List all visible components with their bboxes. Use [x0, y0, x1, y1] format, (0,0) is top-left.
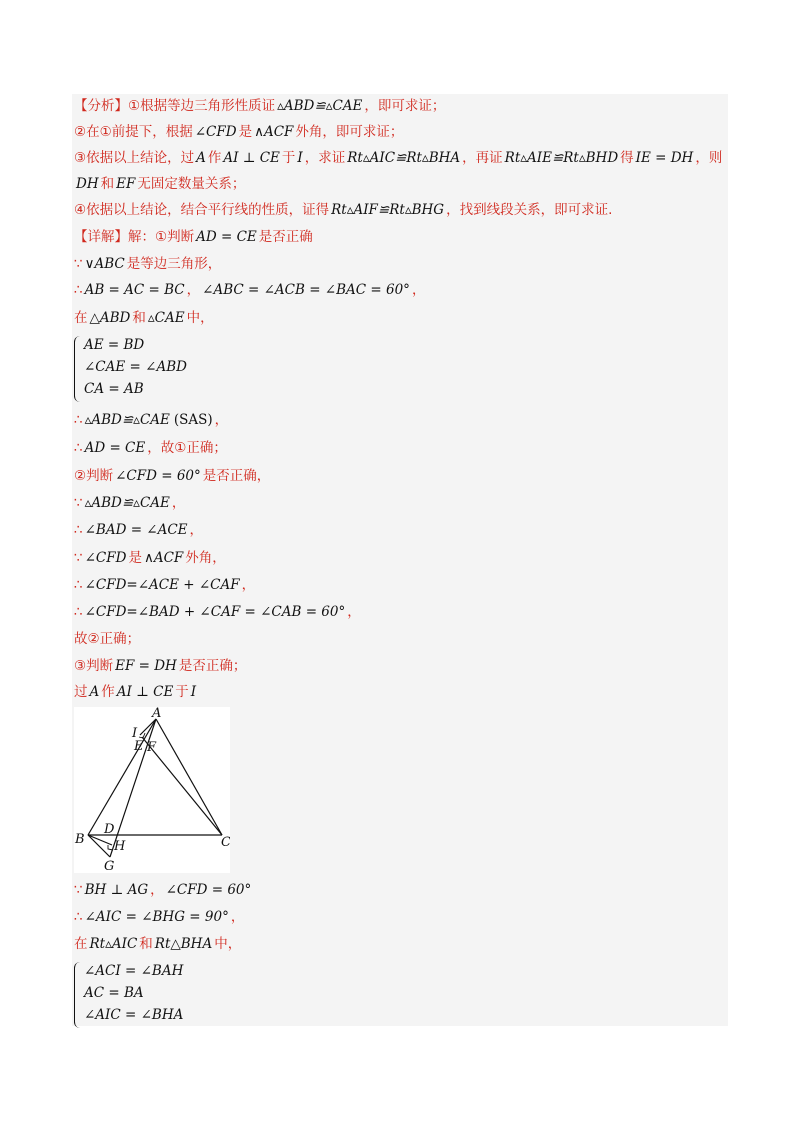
text-line [74, 466, 270, 486]
text-line [74, 493, 185, 513]
math-expression: I [297, 150, 303, 166]
label-h: H [114, 839, 126, 854]
math-expression: A [89, 684, 100, 700]
math-expression: ∠AIC = ∠BHG = 90° [84, 909, 229, 925]
text-line [74, 410, 228, 430]
math-expression: AB = AC = BC [84, 282, 185, 298]
label-d: D [104, 822, 115, 837]
math-expression: ∠CFD = 60° [115, 468, 201, 484]
text-run: 中， [214, 936, 242, 952]
label-i: I [132, 726, 138, 741]
text-line [74, 280, 425, 300]
condition-1: AE = BD [84, 337, 145, 353]
text-run: ，再证 [462, 150, 503, 166]
text-run: ④依据以上结论，结合平行线的性质，证得 [74, 202, 330, 218]
text-run: 是 [128, 550, 142, 566]
text-line [74, 548, 226, 568]
math-expression: IE = DH [635, 150, 694, 166]
text-run: 【详解】解：①判断 [74, 229, 195, 245]
text-run: 和 [132, 310, 146, 326]
math-expression: (SAS) [173, 412, 213, 428]
text-run: ②判断 [74, 468, 114, 484]
text-line [74, 174, 245, 194]
text-line [74, 96, 445, 116]
label-e: E [134, 739, 144, 754]
text-run: 于 [175, 684, 189, 700]
text-run: 是 [238, 124, 253, 140]
text-run: 故②正确； [74, 631, 141, 647]
math-expression: Rt▵AIC [89, 936, 138, 952]
text-run: ， [347, 604, 361, 620]
math-expression: ∧ACF [254, 124, 294, 140]
text-run: ∴ [74, 522, 83, 538]
text-run: ∴ [74, 909, 83, 925]
text-run: 作 [101, 684, 115, 700]
math-expression: △ABD [89, 310, 131, 326]
math-expression: AI ⊥ CE [116, 684, 174, 700]
math-expression: BH ⊥ AG [84, 882, 149, 898]
math-expression: ∨ABC [84, 256, 125, 272]
text-run: 得 [620, 150, 634, 166]
math-expression: Rt▵AIC≌Rt▵BHA [347, 150, 461, 166]
math-expression: ∠ABC = ∠ACB = ∠BAC = 60° [202, 282, 410, 298]
text-line [74, 934, 241, 954]
math-expression: ▵ABD≌▵CAE [84, 495, 170, 511]
text-run: ， [186, 282, 201, 298]
text-run: 【分析】①根据等边三角形性质证 [74, 98, 276, 114]
text-run: ∴ [74, 282, 83, 298]
text-run: ，找到线段关系，即可求证. [446, 202, 613, 218]
condition-2: ∠CAE = ∠ABD [84, 359, 187, 375]
math-expression: ∠CFD [194, 124, 237, 140]
text-run: 无固定数量关系； [137, 176, 246, 192]
math-expression: Rt▵AIE≌Rt▵BHD [504, 150, 619, 166]
text-run: ②在①前提下，根据 [74, 124, 193, 140]
text-line [74, 308, 214, 328]
label-g: G [104, 859, 115, 873]
geometry-figure [74, 707, 230, 873]
text-run: ， [171, 495, 186, 511]
text-line [74, 907, 244, 927]
text-run: ， [230, 909, 245, 925]
math-expression: Rt△BHA [154, 936, 213, 952]
text-run: 是否正确； [178, 658, 247, 674]
text-run: ∵ [74, 256, 83, 272]
text-run: ∴ [74, 412, 83, 428]
text-run: ∵ [74, 495, 83, 511]
text-line [74, 200, 612, 220]
text-run: 作 [207, 150, 222, 166]
text-run: ， [214, 412, 229, 428]
text-line [74, 520, 203, 540]
text-line [74, 656, 246, 676]
text-run: 和 [139, 936, 153, 952]
text-run: ∴ [74, 577, 83, 593]
text-line [74, 148, 722, 168]
text-run: 外角， [185, 550, 226, 566]
math-expression: AD = CE [84, 440, 146, 456]
math-expression: AD = CE [196, 229, 257, 245]
text-run: 外角，即可求证； [295, 124, 404, 140]
text-run: 过 [74, 684, 88, 700]
math-expression: Rt▵AIF≌Rt▵BHG [331, 202, 445, 218]
text-run: ③依据以上结论，过 [74, 150, 195, 166]
equation-system-1 [74, 334, 187, 404]
equation-system-2 [74, 960, 184, 1030]
segment-ac [156, 719, 222, 835]
text-run: 是等边三角形， [126, 256, 222, 272]
math-expression: ∧ACF [143, 550, 184, 566]
text-run: ∴ [74, 604, 83, 620]
condition-1: ∠ACI = ∠BAH [84, 963, 184, 979]
label-c: C [221, 835, 230, 850]
math-expression: ∠CFD=∠BAD + ∠CAF = ∠CAB = 60° [84, 604, 346, 620]
math-expression: ∠CFD [84, 550, 127, 566]
text-line [74, 122, 403, 142]
math-expression: EF [116, 176, 136, 192]
text-run: 中， [186, 310, 214, 326]
text-line [74, 880, 253, 900]
math-expression: DH [76, 176, 99, 192]
text-run: ， [411, 282, 426, 298]
text-line [74, 227, 313, 247]
text-run: 在 [74, 310, 88, 326]
text-run: ∴ [74, 440, 83, 456]
text-line [74, 254, 221, 274]
math-expression: AI ⊥ CE [223, 150, 280, 166]
text-run: ∵ [74, 550, 83, 566]
segment-bg [88, 835, 110, 857]
segment-ab [88, 719, 156, 835]
condition-3: CA = AB [84, 381, 144, 397]
text-run: 于 [281, 150, 296, 166]
label-b: B [75, 832, 85, 847]
math-expression: A [196, 150, 206, 166]
brace-left [74, 962, 83, 1028]
math-expression: ∠CFD = 60° [165, 882, 252, 898]
brace-left [74, 336, 83, 402]
math-expression: ▵ABD≌▵CAE [277, 98, 363, 114]
text-line [74, 682, 198, 702]
text-run: ，则 [695, 150, 723, 166]
text-run: ③判断 [74, 658, 114, 674]
math-expression: ∠CFD=∠ACE + ∠CAF [84, 577, 240, 593]
text-line [74, 438, 227, 458]
condition-2: AC = BA [84, 985, 144, 1001]
text-run: 是否正确， [202, 468, 271, 484]
text-run: 在 [74, 936, 88, 952]
math-expression: ∠BAD = ∠ACE [84, 522, 188, 538]
label-a: A [152, 707, 162, 721]
text-run: ， [241, 577, 256, 593]
condition-3: ∠AIC = ∠BHA [84, 1007, 184, 1023]
text-run: ，求证 [304, 150, 346, 166]
math-expression: ▵CAE [147, 310, 185, 326]
text-run: ，即可求证； [364, 98, 446, 114]
text-line [74, 602, 361, 622]
text-run: ，故①正确； [147, 440, 227, 456]
text-line [74, 629, 140, 649]
math-expression: I [190, 684, 197, 700]
text-run: 和 [100, 176, 115, 192]
text-run: 是否正确 [258, 229, 313, 245]
text-run: ∵ [74, 882, 83, 898]
math-expression: ▵ABD≌▵CAE [84, 412, 170, 428]
text-run: ， [150, 882, 164, 898]
math-expression: EF = DH [115, 658, 177, 674]
text-line [74, 575, 255, 595]
label-f: F [147, 740, 157, 755]
text-run: ， [189, 522, 204, 538]
